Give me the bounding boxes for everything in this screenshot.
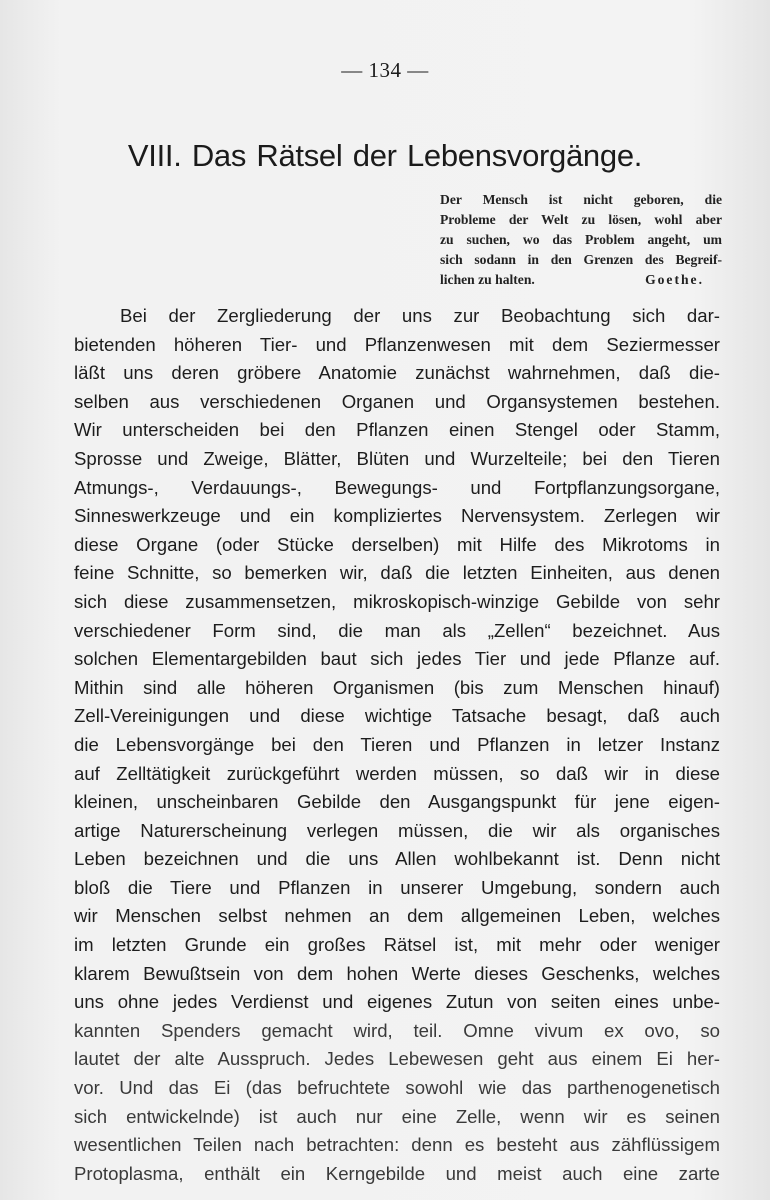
body-line: bietenden höheren Tier- und Pflanzenwesen mit dem Seziermesser [74,333,720,355]
epigraph-line: Probleme der Welt zu lösen, wohl aber [440,212,722,227]
body-line: kannten Spenders gemacht wird, teil. Omne vivum ex ovo, so [74,1019,720,1041]
body-line: Protoplasma, enthält ein Kerngebilde und meist auch eine zarte [74,1162,720,1184]
body-line: sich entwickelnde) ist auch nur eine Zelle, wenn wir es seinen [74,1105,720,1127]
body-line: selben aus verschiedenen Organen und Organsystemen bestehen. [74,390,720,412]
body-line: diese Organe (oder Stücke derselben) mit Hilfe des Mikrotoms in [74,533,720,555]
body-line: Leben bezeichnen und die uns Allen wohlbekannt ist. Denn nicht [74,848,720,870]
body-line: Wir unterscheiden bei den Pflanzen einen Stengel oder Stamm, [74,419,720,441]
body-line: Sinneswerkzeuge und ein kompliziertes Nervensystem. Zerlegen wir [74,505,720,527]
epigraph [440,190,722,290]
body-line: Atmungs-, Verdauungs-, Bewegungs- und Fortpflanzungsorgane, [74,476,720,498]
epigraph-attribution: Goethe. [645,272,704,287]
epigraph-line: Der Mensch ist nicht geboren, die [440,192,722,207]
body-line: wir Menschen selbst nehmen an dem allgemeinen Leben, welches [74,905,720,927]
epigraph-last-line [440,270,722,290]
epigraph-line: lichen zu halten. [440,272,535,287]
epigraph-line: sich sodann in den Grenzen des Begreif- [440,252,722,267]
chapter-title: VIII. Das Rätsel der Lebensvorgänge. [127,138,643,173]
body-line: sich diese zusammensetzen, mikroskopisch-winzige Gebilde von sehr [74,590,720,612]
body-line: kleinen, unscheinbaren Gebilde den Ausgangspunkt für jene eigen- [74,791,720,813]
body-line: uns ohne jedes Verdienst und eigenes Zutun von seiten eines unbe- [74,991,720,1013]
body-line: feine Schnitte, so bemerken wir, daß die letzten Einheiten, aus denen [74,562,720,584]
body-line: Bei der Zergliederung der uns zur Beobachtung sich dar- [120,305,720,326]
body-line: wesentlichen Teilen nach betrachten: denn es besteht aus zähflüssigem [74,1134,720,1156]
body-line: die Lebensvorgänge bei den Tieren und Pflanzen in letzer Instanz [74,733,720,755]
page-number: — 134 — [341,58,429,82]
body-line: läßt uns deren gröbere Anatomie zunächst wahrnehmen, daß die- [74,362,720,384]
body-line: artige Naturerscheinung verlegen müssen, die wir als organisches [74,819,720,841]
body-text [74,302,720,1188]
body-line: im letzten Grunde ein großes Rätsel ist, mit mehr oder weniger [74,934,720,956]
body-line: verschiedener Form sind, die man als „Zellen“ bezeichnet. Aus [74,619,720,641]
epigraph-line: zu suchen, wo das Problem angeht, um [440,232,722,247]
body-line: Sprosse und Zweige, Blätter, Blüten und Wurzelteile; bei den Tieren [74,447,720,469]
body-line: vor. Und das Ei (das befruchtete sowohl wie das parthenogenetisch [74,1077,720,1099]
body-line: klarem Bewußtsein von dem hohen Werte dieses Geschenks, welches [74,962,720,984]
body-line: solchen Elementargebilden baut sich jedes Tier und jede Pflanze auf. [74,648,720,670]
body-line: auf Zelltätigkeit zurückgeführt werden müssen, so daß wir in diese [74,762,720,784]
body-line: Zell-Vereinigungen und diese wichtige Tatsache besagt, daß auch [74,705,720,727]
body-line: lautet der alte Ausspruch. Jedes Lebewesen geht aus einem Ei her- [74,1048,720,1070]
body-line: bloß die Tiere und Pflanzen in unserer Umgebung, sondern auch [74,876,720,898]
body-line: Mithin sind alle höheren Organismen (bis zum Menschen hinauf) [74,676,720,698]
